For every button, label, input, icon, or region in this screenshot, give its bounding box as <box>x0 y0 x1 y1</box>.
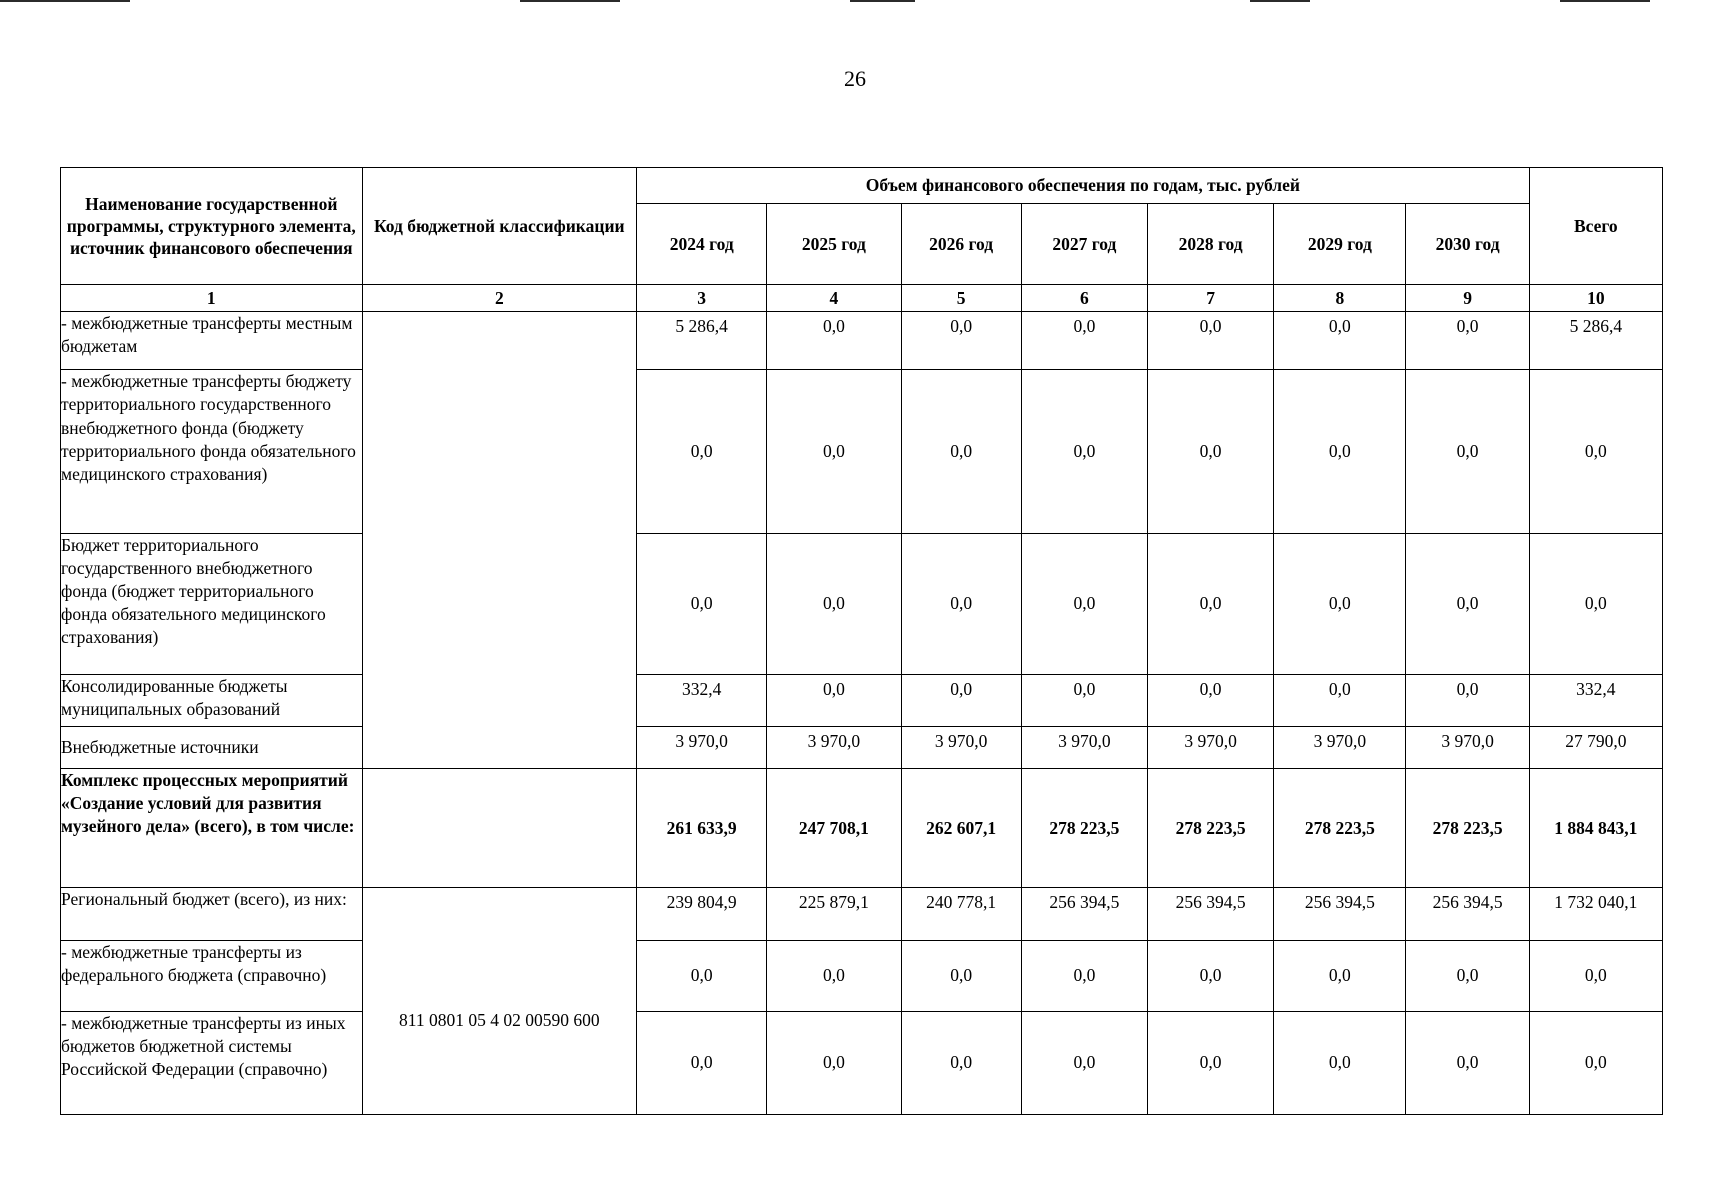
header-year: 2027 год <box>1021 204 1147 285</box>
column-number: 9 <box>1406 285 1529 312</box>
year-value: 247 708,1 <box>767 769 901 888</box>
year-value: 0,0 <box>1406 940 1529 1011</box>
header-volume: Объем финансового обеспечения по годам, тыс. рублей <box>637 168 1530 204</box>
year-value: 3 970,0 <box>1406 727 1529 769</box>
year-value: 3 970,0 <box>1021 727 1147 769</box>
year-value: 3 970,0 <box>767 727 901 769</box>
year-value: 0,0 <box>1274 940 1406 1011</box>
year-value: 256 394,5 <box>1021 888 1147 940</box>
table-row <box>61 1011 1663 1114</box>
table-row <box>61 312 1663 370</box>
year-value: 0,0 <box>1274 370 1406 533</box>
column-number-row <box>61 285 1663 312</box>
year-value: 0,0 <box>1406 675 1529 727</box>
header-row <box>61 168 1663 204</box>
year-value: 261 633,9 <box>637 769 767 888</box>
year-value: 0,0 <box>767 940 901 1011</box>
row-name: Региональный бюджет (всего), из них: <box>61 888 363 940</box>
row-total: 27 790,0 <box>1529 727 1662 769</box>
year-value: 3 970,0 <box>1148 727 1274 769</box>
column-number: 8 <box>1274 285 1406 312</box>
column-number: 2 <box>362 285 637 312</box>
table-row <box>61 769 1663 888</box>
year-value: 0,0 <box>1406 312 1529 370</box>
year-value: 278 223,5 <box>1274 769 1406 888</box>
year-value: 0,0 <box>1021 675 1147 727</box>
scan-edge-line <box>0 0 130 2</box>
row-total: 332,4 <box>1529 675 1662 727</box>
year-value: 0,0 <box>1148 533 1274 674</box>
year-value: 0,0 <box>1148 675 1274 727</box>
year-value: 0,0 <box>767 533 901 674</box>
page-number: 26 <box>844 66 866 91</box>
year-value: 256 394,5 <box>1274 888 1406 940</box>
year-value: 0,0 <box>1021 312 1147 370</box>
column-number: 1 <box>61 285 363 312</box>
year-value: 5 286,4 <box>637 312 767 370</box>
column-number: 5 <box>901 285 1021 312</box>
year-value: 0,0 <box>901 533 1021 674</box>
year-value: 0,0 <box>901 940 1021 1011</box>
table-row <box>61 940 1663 1011</box>
header-total: Всего <box>1529 168 1662 285</box>
table-row <box>61 675 1663 727</box>
row-code <box>362 312 637 769</box>
year-value: 239 804,9 <box>637 888 767 940</box>
year-value: 278 223,5 <box>1148 769 1274 888</box>
column-number: 3 <box>637 285 767 312</box>
scan-edge-line <box>1250 0 1310 2</box>
year-value: 256 394,5 <box>1406 888 1529 940</box>
row-name: Комплекс процессных мероприятий «Создание условий для развития музейного дела» (всего), в том числе: <box>61 769 363 888</box>
year-value: 240 778,1 <box>901 888 1021 940</box>
year-value: 0,0 <box>767 1011 901 1114</box>
year-value: 0,0 <box>1274 1011 1406 1114</box>
row-name: - межбюджетные трансферты из федерального бюджета (справочно) <box>61 940 363 1011</box>
row-total: 1 884 843,1 <box>1529 769 1662 888</box>
header-year: 2026 год <box>901 204 1021 285</box>
table-row <box>61 533 1663 674</box>
scan-edge-line <box>520 0 620 2</box>
year-value: 0,0 <box>1274 533 1406 674</box>
year-value: 0,0 <box>1274 675 1406 727</box>
row-name: - межбюджетные трансферты из иных бюджетов бюджетной системы Российской Федерации (справочно) <box>61 1011 363 1114</box>
year-value: 0,0 <box>1406 370 1529 533</box>
year-value: 3 970,0 <box>901 727 1021 769</box>
row-name: Бюджет территориального государственного внебюджетного фонда (бюджет территориального фонда обязательного медицинского страхования) <box>61 533 363 674</box>
row-name: - межбюджетные трансферты бюджету территориального государственного внебюджетного фонда (бюджету территориального фонда обязательного медицинского страхования) <box>61 370 363 533</box>
year-value: 0,0 <box>901 370 1021 533</box>
year-value: 3 970,0 <box>1274 727 1406 769</box>
scan-edge-line <box>850 0 915 2</box>
row-name: Консолидированные бюджеты муниципальных образований <box>61 675 363 727</box>
financing-table <box>60 167 1663 1115</box>
year-value: 256 394,5 <box>1148 888 1274 940</box>
header-year: 2028 год <box>1148 204 1274 285</box>
table-row <box>61 888 1663 940</box>
year-value: 0,0 <box>1021 370 1147 533</box>
year-value: 0,0 <box>1021 1011 1147 1114</box>
year-value: 0,0 <box>637 940 767 1011</box>
row-code <box>362 769 637 888</box>
year-value: 0,0 <box>901 1011 1021 1114</box>
header-year: 2029 год <box>1274 204 1406 285</box>
header-year: 2024 год <box>637 204 767 285</box>
row-name: - межбюджетные трансферты местным бюджетам <box>61 312 363 370</box>
year-value: 262 607,1 <box>901 769 1021 888</box>
row-total: 0,0 <box>1529 940 1662 1011</box>
row-code: 811 0801 05 4 02 00590 600 <box>362 888 637 1115</box>
year-value: 278 223,5 <box>1021 769 1147 888</box>
year-value: 332,4 <box>637 675 767 727</box>
column-number: 6 <box>1021 285 1147 312</box>
table-row <box>61 370 1663 533</box>
year-value: 0,0 <box>1406 1011 1529 1114</box>
row-total: 5 286,4 <box>1529 312 1662 370</box>
year-value: 0,0 <box>1021 940 1147 1011</box>
year-value: 0,0 <box>901 312 1021 370</box>
header-year: 2025 год <box>767 204 901 285</box>
header-name: Наименование государственной программы, структурного элемента, источник финансового обеспечения <box>61 168 363 285</box>
table-row <box>61 727 1663 769</box>
year-value: 0,0 <box>1021 533 1147 674</box>
year-value: 0,0 <box>767 312 901 370</box>
year-value: 0,0 <box>1148 370 1274 533</box>
row-name: Внебюджетные источники <box>61 727 363 769</box>
header-year: 2030 год <box>1406 204 1529 285</box>
header-code: Код бюджетной классификации <box>362 168 637 285</box>
year-value: 278 223,5 <box>1406 769 1529 888</box>
year-value: 0,0 <box>1148 312 1274 370</box>
year-value: 3 970,0 <box>637 727 767 769</box>
year-value: 225 879,1 <box>767 888 901 940</box>
year-value: 0,0 <box>1274 312 1406 370</box>
column-number: 10 <box>1529 285 1662 312</box>
year-value: 0,0 <box>767 675 901 727</box>
row-total: 1 732 040,1 <box>1529 888 1662 940</box>
year-value: 0,0 <box>637 1011 767 1114</box>
year-value: 0,0 <box>1148 1011 1274 1114</box>
scan-edge-line <box>1560 0 1650 2</box>
column-number: 4 <box>767 285 901 312</box>
year-value: 0,0 <box>901 675 1021 727</box>
year-value: 0,0 <box>767 370 901 533</box>
year-value: 0,0 <box>1406 533 1529 674</box>
year-value: 0,0 <box>637 370 767 533</box>
column-number: 7 <box>1148 285 1274 312</box>
row-total: 0,0 <box>1529 370 1662 533</box>
year-value: 0,0 <box>1148 940 1274 1011</box>
row-total: 0,0 <box>1529 1011 1662 1114</box>
row-total: 0,0 <box>1529 533 1662 674</box>
year-value: 0,0 <box>637 533 767 674</box>
